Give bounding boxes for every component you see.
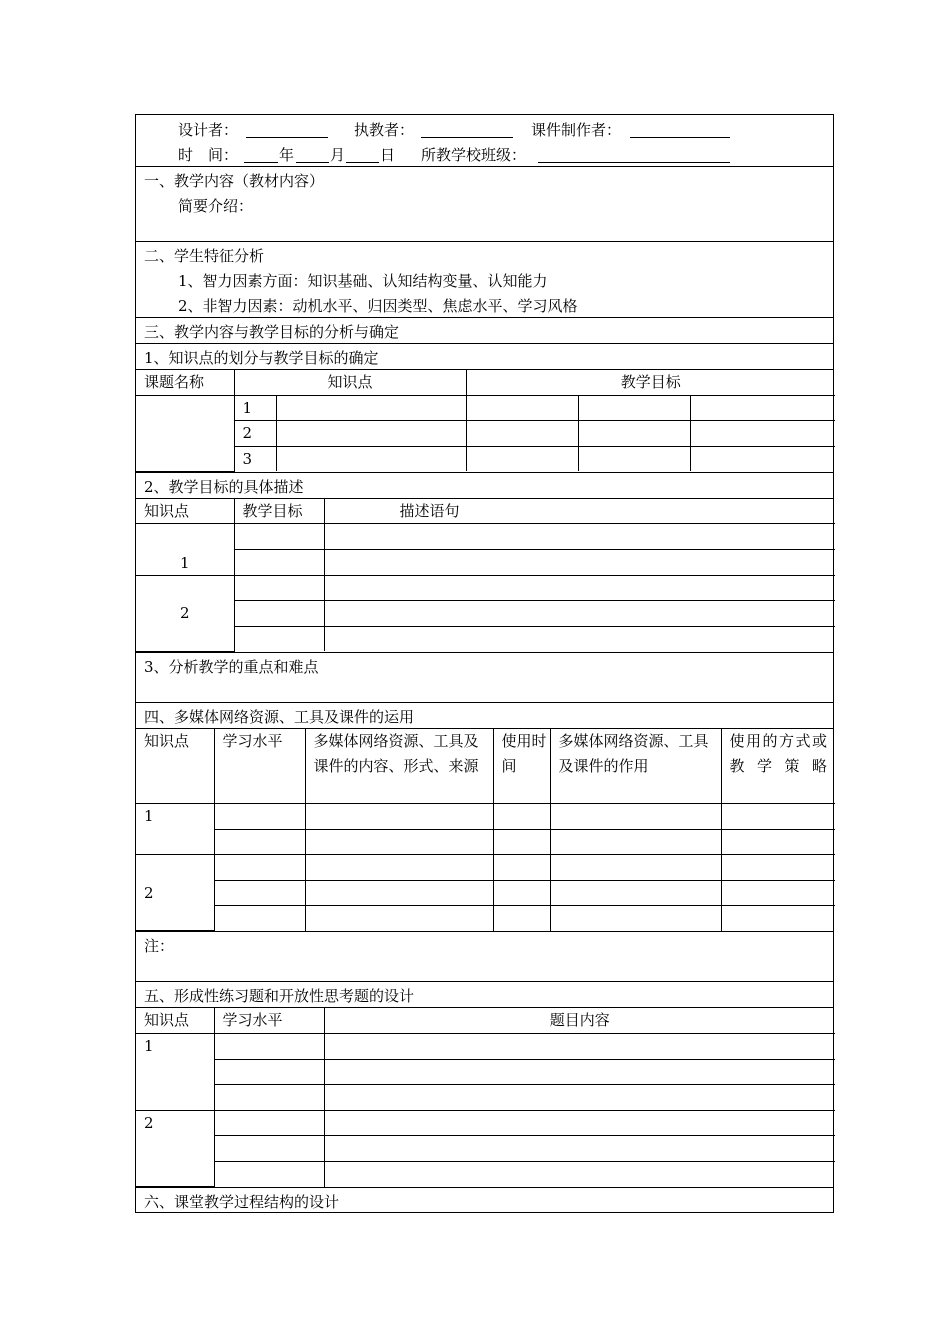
- table-cell[interactable]: [214, 829, 305, 855]
- row-number: 1: [234, 395, 276, 421]
- table-cell[interactable]: [466, 421, 578, 447]
- table-cell[interactable]: [493, 829, 550, 855]
- table-cell[interactable]: [234, 524, 324, 550]
- table-cell[interactable]: [305, 829, 493, 855]
- header-knowledge-point: 知识点: [234, 370, 466, 395]
- header-description: 描述语句: [324, 499, 835, 524]
- table-cell[interactable]: [324, 601, 835, 627]
- executor-label: 执教者：: [354, 121, 415, 139]
- table-cell[interactable]: [493, 855, 550, 881]
- subsection-key-points: [135, 652, 834, 702]
- section-5-header: [135, 981, 834, 1007]
- table-row: [136, 421, 835, 447]
- knowledge-objective-table: [135, 369, 834, 472]
- table-row: [136, 829, 835, 855]
- table-cell[interactable]: [324, 1034, 835, 1060]
- section-6-title: 六、课堂教学过程结构的设计: [144, 1193, 340, 1212]
- header-teaching-objective: 教学目标: [466, 370, 835, 395]
- table-cell[interactable]: [214, 1059, 324, 1085]
- table-cell[interactable]: [721, 855, 835, 881]
- table-cell[interactable]: [305, 803, 493, 829]
- knowledge-point-number: 1: [136, 1034, 214, 1111]
- table-cell[interactable]: [578, 395, 690, 421]
- table-cell[interactable]: [324, 1161, 835, 1186]
- table-row: [136, 1136, 835, 1162]
- table-cell[interactable]: [578, 446, 690, 471]
- header-knowledge-point: 知识点: [136, 499, 234, 524]
- knowledge-point-number: 1: [136, 524, 234, 575]
- multimedia-resource-table: [135, 728, 834, 931]
- section-student-analysis: [135, 241, 834, 317]
- table-cell[interactable]: [690, 421, 835, 447]
- table-cell[interactable]: [234, 601, 324, 627]
- table-cell[interactable]: [721, 880, 835, 906]
- table-row: [136, 855, 835, 881]
- table-row: [136, 575, 835, 601]
- form-header: [135, 114, 834, 166]
- class-field[interactable]: [538, 148, 730, 163]
- table-cell[interactable]: [214, 855, 305, 881]
- table-row: [136, 1059, 835, 1085]
- table-cell[interactable]: [234, 575, 324, 601]
- header-knowledge-point: 知识点: [136, 1008, 214, 1033]
- table-cell[interactable]: [721, 803, 835, 829]
- header-teaching-objective: 教学目标: [234, 499, 324, 524]
- subsection-knowledge-division: [135, 343, 834, 369]
- designer-label: 设计者：: [178, 121, 239, 139]
- table-cell[interactable]: [550, 803, 721, 829]
- note-area: [135, 931, 834, 981]
- table-cell[interactable]: [324, 524, 835, 550]
- table-cell[interactable]: [324, 550, 835, 576]
- header-usage-time: 使用时间: [493, 729, 550, 804]
- designer-field[interactable]: [246, 123, 328, 138]
- section-2-title: 二、学生特征分析: [144, 247, 265, 265]
- table-row: [136, 1110, 835, 1136]
- table-row: [136, 1161, 835, 1186]
- table-row: [136, 1085, 835, 1111]
- table-row: [136, 906, 835, 931]
- table-cell[interactable]: [214, 1085, 324, 1111]
- table-cell[interactable]: [721, 906, 835, 931]
- non-intellectual-factors: 2、非智力因素：动机水平、归因类型、焦虑水平、学习风格: [178, 297, 578, 315]
- section-4-title: 四、多媒体网络资源、工具及课件的运用: [144, 707, 415, 726]
- table-cell[interactable]: [305, 880, 493, 906]
- table-row: [136, 626, 835, 651]
- table-cell[interactable]: [493, 880, 550, 906]
- table-row: [136, 601, 835, 627]
- table-cell[interactable]: [550, 829, 721, 855]
- lesson-plan-form: [135, 114, 834, 1213]
- table-row: [136, 395, 835, 421]
- section-3-header: [135, 317, 834, 343]
- table-row: [136, 524, 835, 550]
- exercise-design-table: [135, 1007, 834, 1187]
- year-field[interactable]: [244, 148, 278, 163]
- table-cell[interactable]: [324, 1136, 835, 1162]
- section-4-header: [135, 702, 834, 728]
- courseware-label: 课件制作者：: [531, 121, 622, 139]
- objective-description-table: [135, 498, 834, 652]
- table-cell[interactable]: [550, 880, 721, 906]
- table-row: [136, 550, 835, 576]
- row-number: 2: [234, 421, 276, 447]
- subsection-3-title: 3、分析教学的重点和难点: [144, 657, 319, 676]
- table-cell[interactable]: [550, 906, 721, 931]
- table-cell[interactable]: [214, 906, 305, 931]
- table-cell[interactable]: [234, 550, 324, 576]
- table-cell[interactable]: [305, 855, 493, 881]
- class-label: 所教学校班级：: [421, 146, 527, 164]
- table-row: [136, 803, 835, 829]
- table-cell[interactable]: [690, 446, 835, 471]
- year-label: 年: [279, 146, 295, 164]
- table-cell[interactable]: [550, 855, 721, 881]
- section-5-title: 五、形成性练习题和开放性思考题的设计: [144, 987, 415, 1006]
- table-cell[interactable]: [214, 880, 305, 906]
- header-knowledge-point: 知识点: [136, 729, 214, 804]
- knowledge-point-number: 1: [136, 803, 214, 854]
- table-cell[interactable]: [324, 1059, 835, 1085]
- knowledge-point-number: 2: [136, 855, 214, 931]
- month-field[interactable]: [296, 148, 329, 163]
- day-field[interactable]: [346, 148, 379, 163]
- table-cell[interactable]: [214, 1161, 324, 1186]
- header-usage-strategy: 使用的方式或教学策略: [721, 729, 835, 804]
- table-cell[interactable]: [493, 906, 550, 931]
- table-cell[interactable]: [276, 421, 466, 447]
- table-cell[interactable]: [234, 626, 324, 651]
- table-cell[interactable]: [324, 626, 835, 651]
- header-learning-level: 学习水平: [214, 1008, 324, 1033]
- intro-label: 简要介绍：: [178, 197, 254, 215]
- month-label: 月: [330, 146, 346, 164]
- day-label: 日: [380, 146, 396, 164]
- table-cell[interactable]: [214, 1034, 324, 1060]
- table-cell[interactable]: [690, 395, 835, 421]
- table-cell[interactable]: [466, 446, 578, 471]
- table-cell[interactable]: [493, 803, 550, 829]
- table-cell[interactable]: [578, 421, 690, 447]
- table-cell[interactable]: [721, 829, 835, 855]
- table-cell[interactable]: [305, 906, 493, 931]
- topic-name-cell[interactable]: [136, 395, 234, 471]
- header-question-content: 题目内容: [324, 1008, 835, 1033]
- courseware-field[interactable]: [630, 123, 730, 138]
- row-number: 3: [234, 446, 276, 471]
- table-cell[interactable]: [276, 446, 466, 471]
- section-6-header: [135, 1187, 834, 1213]
- table-cell[interactable]: [324, 1110, 835, 1136]
- table-row: [136, 880, 835, 906]
- knowledge-point-number: 2: [136, 575, 234, 651]
- subsection-2-title: 2、教学目标的具体描述: [144, 477, 304, 496]
- header-topic-name: 课题名称: [136, 370, 234, 395]
- section-1-title: 一、教学内容（教材内容）: [144, 172, 325, 190]
- header-learning-level: 学习水平: [214, 729, 305, 804]
- table-cell[interactable]: [324, 575, 835, 601]
- section-3-title: 三、教学内容与教学目标的分析与确定: [144, 323, 400, 341]
- section-teaching-content: [135, 166, 834, 241]
- table-cell[interactable]: [276, 395, 466, 421]
- knowledge-point-number: 2: [136, 1110, 214, 1186]
- executor-field[interactable]: [421, 123, 513, 138]
- table-cell[interactable]: [214, 1110, 324, 1136]
- subsection-1-title: 1、知识点的划分与教学目标的确定: [144, 349, 379, 367]
- time-label: 时 间：: [178, 146, 239, 164]
- table-row: [136, 1034, 835, 1060]
- table-cell[interactable]: [214, 1136, 324, 1162]
- table-cell[interactable]: [214, 803, 305, 829]
- header-resource-content: 多媒体网络资源、工具及课件的内容、形式、来源: [305, 729, 493, 804]
- table-cell[interactable]: [466, 395, 578, 421]
- intellectual-factors: 1、智力因素方面：知识基础、认知结构变量、认知能力: [178, 272, 548, 290]
- table-row: [136, 446, 835, 471]
- table-cell[interactable]: [324, 1085, 835, 1111]
- header-resource-role: 多媒体网络资源、工具及课件的作用: [550, 729, 721, 804]
- subsection-objective-description: [135, 472, 834, 498]
- note-label: 注：: [144, 937, 175, 956]
